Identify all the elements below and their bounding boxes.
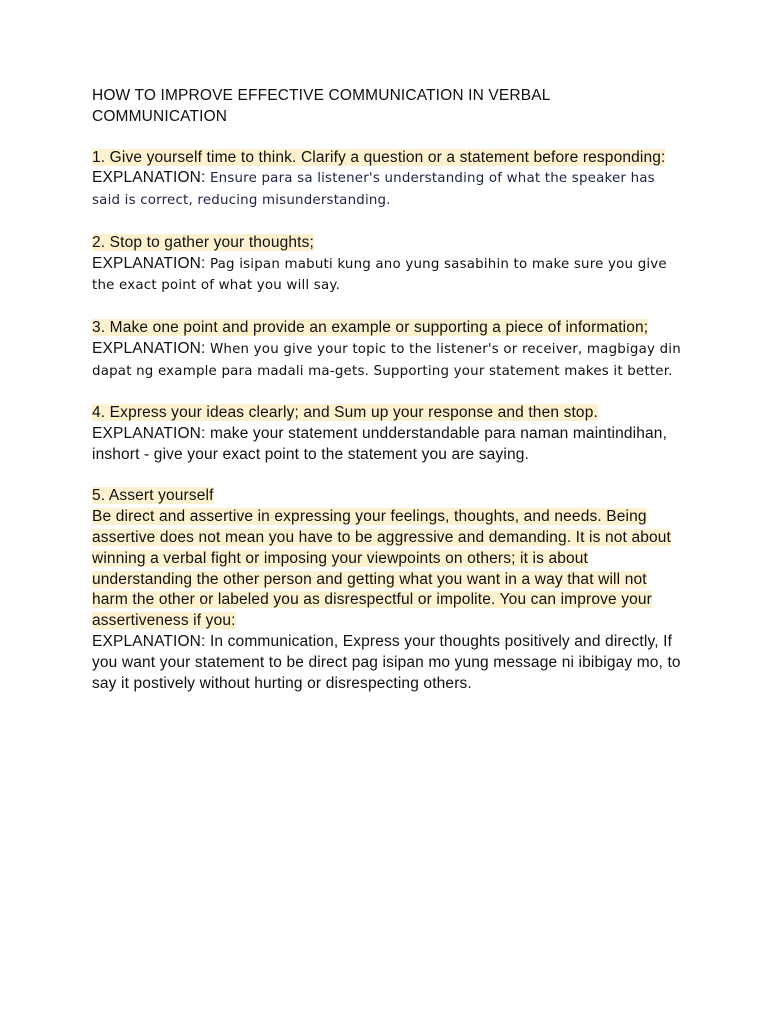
- explanation-label: EXPLANATION:: [92, 169, 206, 187]
- explanation-label: EXPLANATION:: [92, 632, 206, 650]
- document-title: HOW TO IMPROVE EFFECTIVE COMMUNICATION IN VERBAL COMMUNICATION: [92, 87, 550, 125]
- section-heading-text: 2. Stop to gather your thoughts;: [92, 233, 314, 251]
- section-1: [92, 148, 682, 212]
- section-explanation: [92, 168, 682, 212]
- section-heading-text: 5. Assert yourself: [92, 487, 214, 505]
- explanation-text: In communication, Express your thoughts positively and directly, If you want your statement to be direct pag isipan mo yung message ni ibibigay mo, to say it postively without hurting or disrespecting others.: [92, 632, 681, 692]
- section-2: [92, 233, 682, 297]
- section-3: [92, 318, 682, 382]
- explanation-label: EXPLANATION:: [92, 339, 206, 357]
- section-explanation: [92, 254, 682, 298]
- section-heading-text: 1. Give yourself time to think. Clarify a question or a statement before responding:: [92, 148, 666, 166]
- section-heading: [92, 148, 682, 169]
- explanation-text: When you give your topic to the listener's or receiver, magbigay din dapat ng example para madali ma-gets. Supporting your statement makes it better.: [92, 341, 681, 379]
- section-heading: [92, 233, 682, 254]
- explanation-text: Pag isipan mabuti kung ano yung sasabihin to make sure you give the exact point of what you will say.: [92, 256, 667, 294]
- explanation-label: EXPLANATION:: [92, 254, 206, 272]
- explanation-text: Ensure para sa listener's understanding of what the speaker has said is correct, reducing misunderstanding.: [92, 171, 655, 209]
- section-heading: [92, 486, 682, 507]
- section-5: [92, 486, 682, 694]
- document-body: [92, 86, 682, 715]
- explanation-text: make your statement undderstandable para naman maintindihan, inshort - give your exact point to the statement you are saying.: [92, 424, 668, 463]
- section-heading: [92, 318, 682, 339]
- section-heading-text: 4. Express your ideas clearly; and Sum up your response and then stop.: [92, 404, 598, 422]
- section-explanation: [92, 424, 682, 466]
- section-explanation: [92, 339, 682, 383]
- explanation-label: EXPLANATION:: [92, 424, 206, 442]
- section-4: [92, 403, 682, 465]
- section-heading-text: 3. Make one point and provide an example or supporting a piece of information;: [92, 318, 649, 336]
- section-body: [92, 507, 682, 632]
- section-explanation: [92, 632, 682, 694]
- section-body-text: Be direct and assertive in expressing your feelings, thoughts, and needs. Being assertive does not mean you have to be aggressive and demanding. It is not about winning a verbal fight or imposing your viewpoints on others; it is about understanding the other person and getting what you want in a way that will not harm the other or labeled you as disrespectful or impolite. You can improve your assertiveness if you:: [92, 508, 671, 630]
- section-heading: [92, 403, 682, 424]
